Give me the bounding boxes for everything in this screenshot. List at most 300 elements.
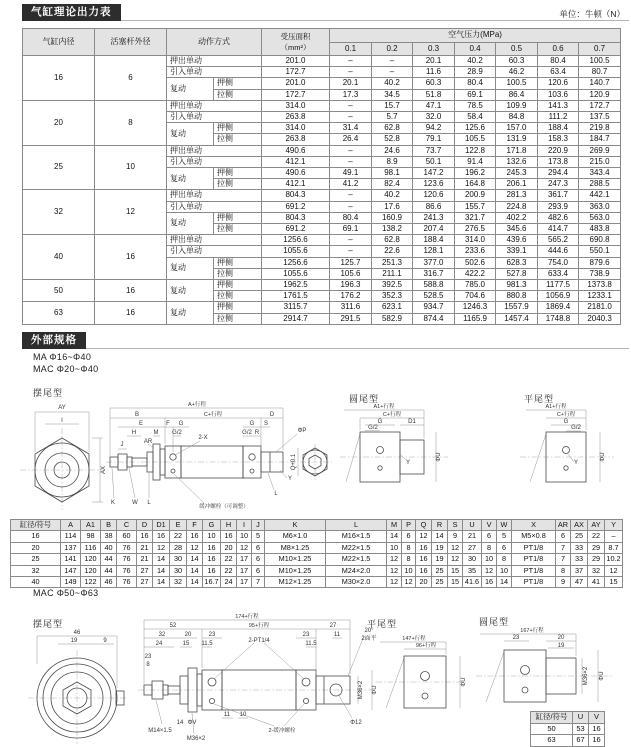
- dim-cell: 14: [153, 565, 170, 576]
- bore-cell: 40: [23, 235, 95, 280]
- area-cell: 314.0: [262, 123, 330, 134]
- dim-label: M36×2: [186, 736, 206, 742]
- uv-col-header: 缸径/符号: [531, 712, 573, 724]
- dim-col-header: K: [265, 520, 326, 531]
- dim-cell: 40: [11, 577, 61, 588]
- dim-cell: M8×1.25: [265, 542, 326, 553]
- action-cell: 押出单动: [167, 145, 262, 156]
- force-value-cell: 1246.3: [455, 302, 496, 313]
- area-cell: 172.7: [262, 67, 330, 78]
- force-value-cell: –: [330, 246, 372, 257]
- area-header-line2: （mm²）: [280, 43, 311, 52]
- dim-label: R: [254, 430, 260, 436]
- dim-cell: –: [605, 531, 623, 542]
- force-value-cell: 311.6: [330, 302, 372, 313]
- dim-col-header: AR: [556, 520, 571, 531]
- dim-label: ΦV: [187, 720, 197, 726]
- dim-cell: 14: [432, 531, 448, 542]
- force-value-cell: 934.7: [413, 302, 455, 313]
- force-value-cell: 62.8: [372, 235, 413, 246]
- dim-label: M36×2: [583, 666, 589, 686]
- dim-label: G/2: [172, 430, 182, 436]
- action-side-cell: 押侧: [214, 302, 262, 313]
- dim-col-header: P: [402, 520, 416, 531]
- force-value-cell: 483.8: [579, 224, 621, 235]
- action-side-cell: 押侧: [214, 257, 262, 268]
- force-value-cell: 78.5: [455, 100, 496, 111]
- dim-label: 9: [103, 638, 107, 644]
- force-value-cell: 137.5: [579, 112, 621, 123]
- force-value-cell: 220.9: [538, 145, 579, 156]
- action-side-cell: 拉侧: [214, 89, 262, 100]
- force-value-cell: –: [330, 112, 372, 123]
- uv-cell: 67: [573, 735, 589, 747]
- dim-cell: 19: [432, 554, 448, 565]
- dim-col-header: Q: [416, 520, 432, 531]
- dim-col-header: E: [170, 520, 187, 531]
- force-value-cell: 1748.8: [538, 313, 579, 324]
- dim-cell: 12: [448, 554, 463, 565]
- dim-cell: 30: [170, 565, 187, 576]
- dim-label: M14×1.5: [148, 728, 172, 734]
- force-value-cell: 200.9: [455, 190, 496, 201]
- uv-col-header: V: [589, 712, 605, 724]
- mac-swing-side-drawing: [136, 612, 380, 747]
- dim-label: AX: [101, 465, 107, 475]
- dim-label: L: [274, 491, 278, 497]
- col-header-area: [262, 29, 330, 56]
- force-value-cell: 82.4: [372, 179, 413, 190]
- dim-cell: 27: [463, 542, 482, 553]
- dim-cell: 120: [81, 554, 101, 565]
- action-cell: 复动: [167, 168, 214, 190]
- force-header-row: [23, 29, 621, 43]
- dim-cell: 32: [170, 577, 187, 588]
- force-value-cell: 241.3: [413, 212, 455, 223]
- dim-label: 2-PT1/4: [248, 638, 270, 644]
- dim-cell: 6: [556, 531, 571, 542]
- dim-cell: 20: [11, 542, 61, 553]
- force-row: [23, 145, 621, 156]
- dim-cell: M22×1.5: [326, 542, 387, 553]
- dim-label: F: [166, 421, 170, 427]
- force-value-cell: 754.0: [538, 257, 579, 268]
- force-value-cell: 981.3: [496, 280, 538, 291]
- area-cell: 2914.7: [262, 313, 330, 324]
- dim-label: G/2: [242, 430, 252, 436]
- dim-label: ΦP: [297, 428, 307, 434]
- dim-label: E: [138, 421, 144, 427]
- section-title-external-spec: [22, 332, 86, 349]
- area-cell: 412.1: [262, 179, 330, 190]
- section-title-force-table: [22, 4, 121, 21]
- col-header-bore: 气缸内径: [23, 29, 95, 56]
- action-side-cell: 拉侧: [214, 134, 262, 145]
- dim-cell: 22: [221, 554, 237, 565]
- dim-cell: 6: [252, 542, 265, 553]
- dim-label: Φ12: [350, 720, 362, 726]
- col-header-pressure-value: 0.3: [413, 42, 455, 56]
- force-value-cell: 880.8: [496, 291, 538, 302]
- area-cell: 1761.5: [262, 291, 330, 302]
- force-value-cell: 58.4: [455, 112, 496, 123]
- dim-cell: 25: [11, 554, 61, 565]
- dim-col-header: G: [203, 520, 221, 531]
- dim-col-header: L: [326, 520, 387, 531]
- force-value-cell: 196.2: [455, 168, 496, 179]
- force-value-cell: 155.7: [455, 201, 496, 212]
- ma-round-tail-drawing: [338, 402, 456, 504]
- force-value-cell: 98.1: [372, 168, 413, 179]
- dim-cell: 16: [11, 531, 61, 542]
- dim-cell: PT1/8: [512, 554, 556, 565]
- dim-label: Y: [405, 460, 411, 466]
- dim-cell: 6: [252, 565, 265, 576]
- force-value-cell: 26.4: [330, 134, 372, 145]
- uv-cell: 53: [573, 723, 589, 735]
- force-value-cell: 41.2: [330, 179, 372, 190]
- dim-cell: 16: [153, 531, 170, 542]
- dim-label: 23: [302, 632, 310, 638]
- force-value-cell: 11.6: [413, 67, 455, 78]
- force-value-cell: 120.6: [538, 78, 579, 89]
- dim-col-header: R: [432, 520, 448, 531]
- force-value-cell: 17.6: [372, 201, 413, 212]
- note-mac-range: MAC Φ20~Φ40: [33, 364, 99, 374]
- dim-cell: 27: [137, 577, 153, 588]
- dim-cell: 114: [61, 531, 81, 542]
- dim-label: Q+0.1: [291, 453, 297, 471]
- force-value-cell: –: [330, 201, 372, 212]
- force-value-cell: 125.7: [330, 257, 372, 268]
- action-side-cell: 拉侧: [214, 313, 262, 324]
- force-value-cell: 550.1: [579, 246, 621, 257]
- ma-swing-front-drawing: [16, 400, 108, 514]
- dim-label: C+行程: [203, 412, 223, 418]
- dim-cell: 22: [588, 531, 605, 542]
- dim-cell: PT1/8: [512, 577, 556, 588]
- dim-cell: 10: [482, 554, 497, 565]
- dim-col-header: X: [512, 520, 556, 531]
- dim-cell: 19: [432, 542, 448, 553]
- force-value-cell: 233.6: [455, 246, 496, 257]
- force-value-cell: 69.1: [330, 224, 372, 235]
- dim-cell: 116: [81, 542, 101, 553]
- force-value-cell: 291.5: [330, 313, 372, 324]
- dim-cell: 32: [588, 565, 605, 576]
- force-value-cell: 103.6: [538, 89, 579, 100]
- dim-label: 46: [73, 630, 81, 636]
- force-value-cell: 219.8: [579, 123, 621, 134]
- dim-label: 15: [182, 641, 190, 647]
- action-cell: 复动: [167, 280, 214, 302]
- force-value-cell: 173.8: [538, 156, 579, 167]
- dim-cell: 8.7: [605, 542, 623, 553]
- force-value-cell: 269.9: [579, 145, 621, 156]
- force-value-cell: 94.2: [413, 123, 455, 134]
- action-side-cell: 押侧: [214, 168, 262, 179]
- dim-cell: PT1/8: [512, 565, 556, 576]
- dim-col-header: A1: [81, 520, 101, 531]
- section2-title-text: 外部规格: [31, 334, 77, 346]
- area-cell: 1055.6: [262, 268, 330, 279]
- dim-cell: 37: [571, 565, 588, 576]
- dim-cell: 46: [101, 577, 117, 588]
- dim-label: ΦU: [436, 452, 442, 462]
- force-value-cell: 439.6: [496, 235, 538, 246]
- area-cell: 490.6: [262, 145, 330, 156]
- force-value-cell: 171.8: [496, 145, 538, 156]
- dim-cell: 44: [101, 554, 117, 565]
- action-cell: 引入单动: [167, 67, 262, 78]
- dim-label: 11: [223, 712, 231, 718]
- dim-cell: 6: [482, 531, 497, 542]
- force-value-cell: 32.0: [413, 112, 455, 123]
- dim-label: A1+行程: [545, 404, 567, 410]
- rod-cell: 16: [95, 302, 167, 324]
- dim-label: 96+行程: [415, 643, 437, 649]
- label-round-type-2: 圆尾型: [479, 617, 510, 627]
- force-value-cell: 120.6: [413, 190, 455, 201]
- dim-label: Y: [287, 476, 293, 482]
- area-cell: 1256.6: [262, 257, 330, 268]
- force-value-cell: –: [330, 67, 372, 78]
- force-value-cell: 339.1: [496, 246, 538, 257]
- header-rule-2: [22, 348, 629, 349]
- dim-label: C+行程: [556, 412, 576, 418]
- dim-col-header: F: [187, 520, 203, 531]
- area-cell: 314.0: [262, 100, 330, 111]
- dim-cell: 12: [387, 554, 402, 565]
- rod-cell: 12: [95, 190, 167, 235]
- force-value-cell: 63.4: [538, 67, 579, 78]
- label-swing-type-1: 摆尾型: [33, 388, 64, 398]
- force-value-cell: 588.8: [413, 280, 455, 291]
- dim-label: 19: [557, 643, 565, 649]
- force-value-cell: –: [330, 190, 372, 201]
- force-value-cell: 377.0: [413, 257, 455, 268]
- dim-cell: 12: [187, 542, 203, 553]
- force-value-cell: 582.9: [372, 313, 413, 324]
- force-value-cell: 565.2: [538, 235, 579, 246]
- dim-cell: 14: [497, 577, 512, 588]
- force-value-cell: 49.1: [330, 168, 372, 179]
- note-mac-large-range: MAC Φ50~Φ63: [33, 588, 99, 598]
- force-row: [23, 100, 621, 111]
- dim-label: D: [269, 412, 275, 418]
- force-value-cell: 188.4: [413, 235, 455, 246]
- force-value-cell: 1373.8: [579, 280, 621, 291]
- col-header-rod: 活塞杆外径: [95, 29, 167, 56]
- dim-cell: 76: [117, 554, 137, 565]
- dim-label: 23: [512, 635, 520, 641]
- action-cell: 复动: [167, 302, 214, 324]
- action-cell: 复动: [167, 257, 214, 279]
- dim-label: 2面平: [361, 636, 377, 642]
- dim-label: M: [153, 430, 159, 436]
- area-cell: 490.6: [262, 168, 330, 179]
- dim-body: [11, 531, 623, 588]
- area-cell: 201.0: [262, 56, 330, 67]
- dim-label: M36×2: [358, 680, 364, 700]
- force-value-cell: 879.6: [579, 257, 621, 268]
- area-cell: 201.0: [262, 78, 330, 89]
- dim-label: 2-X: [198, 435, 208, 441]
- force-value-cell: –: [372, 67, 413, 78]
- force-row: [23, 280, 621, 291]
- force-value-cell: 60.3: [413, 78, 455, 89]
- action-cell: 引入单动: [167, 112, 262, 123]
- dim-cell: 41.6: [463, 577, 482, 588]
- force-value-cell: 528.5: [413, 291, 455, 302]
- dim-cell: 16: [482, 577, 497, 588]
- dim-cell: 9: [448, 531, 463, 542]
- dim-cell: 14: [187, 554, 203, 565]
- dim-label: AR: [143, 439, 153, 445]
- force-value-cell: 1233.1: [579, 291, 621, 302]
- dim-label: 23: [208, 632, 216, 638]
- force-value-cell: 314.0: [455, 235, 496, 246]
- dim-cell: 41: [588, 577, 605, 588]
- force-value-cell: 207.4: [413, 224, 455, 235]
- force-value-cell: 86.6: [413, 201, 455, 212]
- force-value-cell: 20.1: [413, 56, 455, 67]
- note-ma-range: MA Φ16~Φ40: [33, 352, 92, 362]
- force-value-cell: 80.4: [330, 212, 372, 223]
- mac-swing-front-drawing: [22, 626, 134, 746]
- bore-cell: 63: [23, 302, 95, 324]
- force-value-cell: 111.2: [538, 112, 579, 123]
- area-cell: 804.3: [262, 190, 330, 201]
- bore-cell: 32: [23, 190, 95, 235]
- dim-cell: 12: [482, 565, 497, 576]
- force-value-cell: –: [372, 56, 413, 67]
- dim-cell: 137: [61, 542, 81, 553]
- force-value-cell: 69.1: [455, 89, 496, 100]
- dim-cell: 10: [387, 542, 402, 553]
- force-value-cell: 785.0: [455, 280, 496, 291]
- ma-flat-tail-drawing: [518, 402, 624, 504]
- uv-cell: 50: [531, 723, 573, 735]
- force-value-cell: 141.3: [538, 100, 579, 111]
- action-cell: 引入单动: [167, 156, 262, 167]
- uv-col-header: U: [573, 712, 589, 724]
- col-header-pressure-value: 0.2: [372, 42, 413, 56]
- dim-label: 缓冲螺栓（可调整）: [199, 504, 249, 510]
- force-value-cell: 28.9: [455, 67, 496, 78]
- dim-col-header: D1: [153, 520, 170, 531]
- force-value-cell: 211.1: [372, 268, 413, 279]
- dim-cell: 149: [61, 577, 81, 588]
- force-value-cell: 288.5: [579, 179, 621, 190]
- label-flat-type-1: 平尾型: [524, 394, 555, 404]
- dim-label: C+行程: [382, 412, 402, 418]
- force-value-cell: 343.4: [579, 168, 621, 179]
- dim-cell: 76: [117, 542, 137, 553]
- dim-cell: 7: [252, 577, 265, 588]
- dim-cell: 38: [101, 531, 117, 542]
- dim-cell: 7: [556, 554, 571, 565]
- force-value-cell: –: [330, 156, 372, 167]
- force-value-cell: 100.5: [579, 56, 621, 67]
- dim-cell: M6×1.0: [265, 531, 326, 542]
- rod-cell: 10: [95, 145, 167, 190]
- dim-col-header: B: [101, 520, 117, 531]
- dim-label: H: [131, 430, 137, 436]
- force-value-cell: 690.8: [579, 235, 621, 246]
- force-value-cell: 79.1: [413, 134, 455, 145]
- dim-cell: 33: [571, 554, 588, 565]
- dim-col-header: V: [482, 520, 497, 531]
- dim-cell: 120: [81, 565, 101, 576]
- col-header-pressure-value: 0.4: [455, 42, 496, 56]
- dim-row: [11, 577, 623, 588]
- force-value-cell: 1457.4: [496, 313, 538, 324]
- force-value-cell: 527.8: [496, 268, 538, 279]
- uv-cell: 16: [589, 735, 605, 747]
- dim-label: 11.5: [305, 641, 317, 647]
- dim-col-header: Y: [605, 520, 623, 531]
- force-value-cell: 392.5: [372, 280, 413, 291]
- force-value-cell: 50.1: [413, 156, 455, 167]
- action-side-cell: 押侧: [214, 78, 262, 89]
- force-value-cell: 251.3: [372, 257, 413, 268]
- force-value-cell: 444.6: [538, 246, 579, 257]
- dim-cell: 44: [101, 565, 117, 576]
- dim-cell: 12: [387, 577, 402, 588]
- dim-cell: 14: [187, 565, 203, 576]
- force-value-cell: 1557.9: [496, 302, 538, 313]
- dim-cell: 5: [497, 531, 512, 542]
- dim-cell: 10: [402, 565, 416, 576]
- force-value-cell: 176.2: [330, 291, 372, 302]
- force-value-cell: 132.6: [496, 156, 538, 167]
- force-value-cell: 24.6: [372, 145, 413, 156]
- dim-cell: 22: [170, 531, 187, 542]
- force-value-cell: 125.6: [455, 123, 496, 134]
- dim-cell: 28: [170, 542, 187, 553]
- dim-cell: PT1/8: [512, 542, 556, 553]
- force-value-cell: 293.9: [538, 201, 579, 212]
- label-flat-type-2: 平尾型: [367, 619, 398, 629]
- force-value-cell: 131.9: [496, 134, 538, 145]
- dim-label: 174+行程: [235, 614, 259, 620]
- dim-label: W: [132, 500, 138, 506]
- force-row: [23, 190, 621, 201]
- dim-cell: 16: [416, 554, 432, 565]
- action-side-cell: 拉侧: [214, 179, 262, 190]
- dim-cell: 5: [252, 531, 265, 542]
- dim-col-header: 缸径/符号: [11, 520, 61, 531]
- force-value-cell: 363.0: [579, 201, 621, 212]
- dim-label: 2-缓冲螺栓: [268, 728, 296, 734]
- dim-cell: 27: [137, 565, 153, 576]
- dim-label: A+行程: [188, 402, 206, 408]
- force-row: [23, 235, 621, 246]
- force-value-cell: 22.6: [372, 246, 413, 257]
- dim-cell: 60: [117, 531, 137, 542]
- dim-cell: 25: [571, 531, 588, 542]
- force-value-cell: 738.9: [579, 268, 621, 279]
- dim-cell: 76: [117, 577, 137, 588]
- force-value-cell: 2181.0: [579, 302, 621, 313]
- label-swing-type-2: 摆尾型: [33, 619, 64, 629]
- dim-label: 52: [169, 623, 177, 629]
- dim-cell: 14: [153, 554, 170, 565]
- bore-cell: 25: [23, 145, 95, 190]
- area-cell: 691.2: [262, 224, 330, 235]
- force-value-cell: –: [330, 145, 372, 156]
